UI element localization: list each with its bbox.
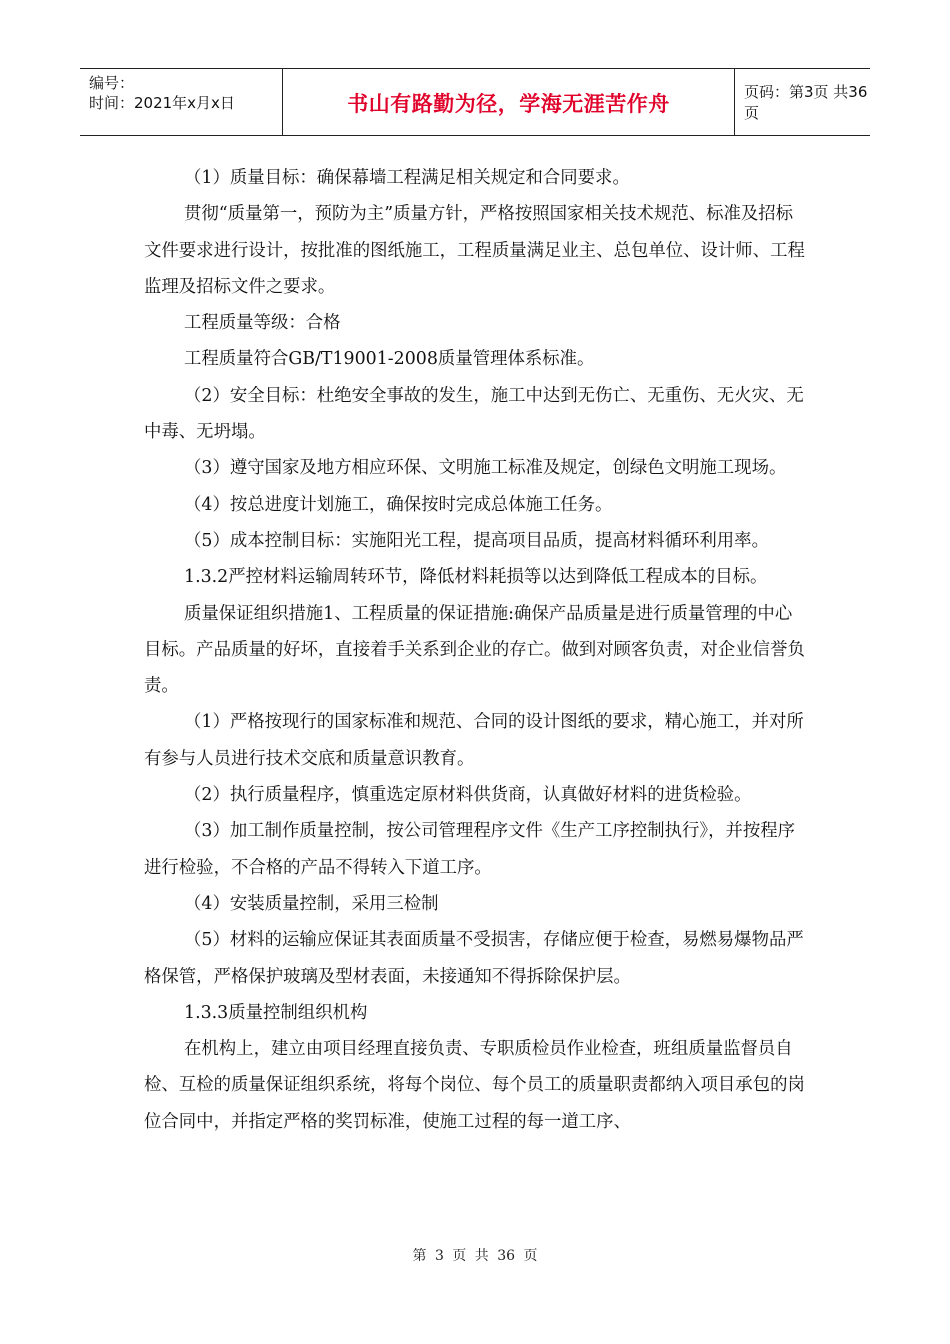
paragraph-quality-measures: 质量保证组织措施1、工程质量的保证措施:确保产品质量是进行质量管理的中心目标。产品质量的好坏，直接着手关系到企业的存亡。做到对顾客负责，对企业信誉负责。 xyxy=(144,603,805,697)
paragraph-measure-5: （5）材料的运输应保证其表面质量不受损害，存储应便于检查，易燃易爆物品严格保管，严格保护玻璃及型材表面，未接通知不得拆除保护层。 xyxy=(144,930,804,987)
paragraph-quality-policy: 贯彻“质量第一，预防为主”质量方针，严格按照国家相关技术规范、标准及招标文件要求进行设计，按批准的图纸施工，工程质量满足业主、总包单位、设计师、工程监理及招标文件之要求。 xyxy=(144,204,805,297)
paragraph-cost-goal: （5）成本控制目标：实施阳光工程，提高项目品质，提高材料循环利用率。 xyxy=(184,530,769,551)
paragraph-safety-goal: （2）安全目标：杜绝安全事故的发生，施工中达到无伤亡、无重伤、无火灾、无中毒、无坍塌。 xyxy=(144,385,804,443)
heading-section-1-3-3: 1.3.3质量控制组织机构 xyxy=(184,1002,368,1023)
document-body xyxy=(144,160,809,1140)
paragraph-quality-standard: 工程质量符合GB/T19001-2008质量管理体系标准。 xyxy=(184,349,595,370)
paragraph-measure-3: （3）加工制作质量控制，按公司管理程序文件《生产工序控制执行》，并按程序进行检验，不合格的产品不得转入下道工序。 xyxy=(144,821,796,878)
header-meta xyxy=(80,69,283,135)
paragraph-measure-1: （1）严格按现行的国家标准和规范、合同的设计图纸的要求，精心施工，并对所有参与人员进行技术交底和质量意识教育。 xyxy=(144,712,804,769)
paragraph-schedule: （4）按总进度计划施工，确保按时完成总体施工任务。 xyxy=(184,494,613,515)
header-page-cell xyxy=(735,69,870,135)
paragraph-section-1-3-2: 1.3.2严控材料运输周转环节，降低材料耗损等以达到降低工程成本的目标。 xyxy=(184,567,768,588)
document-date: 时间：2021年x月x日 xyxy=(89,94,235,112)
header-slogan: 书山有路勤为径，学海无涯苦作舟 xyxy=(347,92,670,116)
paragraph-quality-grade: 工程质量等级：合格 xyxy=(184,313,341,334)
page-footer: 第 3 页 共 36 页 xyxy=(412,1248,538,1264)
paragraph-quality-goal: （1）质量目标：确保幕墙工程满足相关规定和合同要求。 xyxy=(184,168,630,188)
paragraph-measure-2: （2）执行质量程序，慎重选定原材料供货商，认真做好材料的进货检验。 xyxy=(184,785,752,806)
header-slogan-cell xyxy=(283,69,735,135)
paragraph-organization: 在机构上，建立由项目经理直接负责、专职质检员作业检查，班组质量监督员自检、互检的质量保证组织系统，将每个岗位、每个员工的质量职责都纳入项目承包的岗位合同中，并指定严格的奖罚标准，使施工过程的每一道工序、 xyxy=(144,1039,805,1132)
paragraph-environment: （3）遵守国家及地方相应环保、文明施工标准及规定，创绿色文明施工现场。 xyxy=(184,458,787,479)
document-number-label: 编号： xyxy=(89,74,135,92)
header-page-info: 页码：第3页 共36页 xyxy=(744,83,868,122)
page-header xyxy=(80,68,870,136)
paragraph-measure-4: （4）安装质量控制，采用三检制 xyxy=(184,893,439,914)
